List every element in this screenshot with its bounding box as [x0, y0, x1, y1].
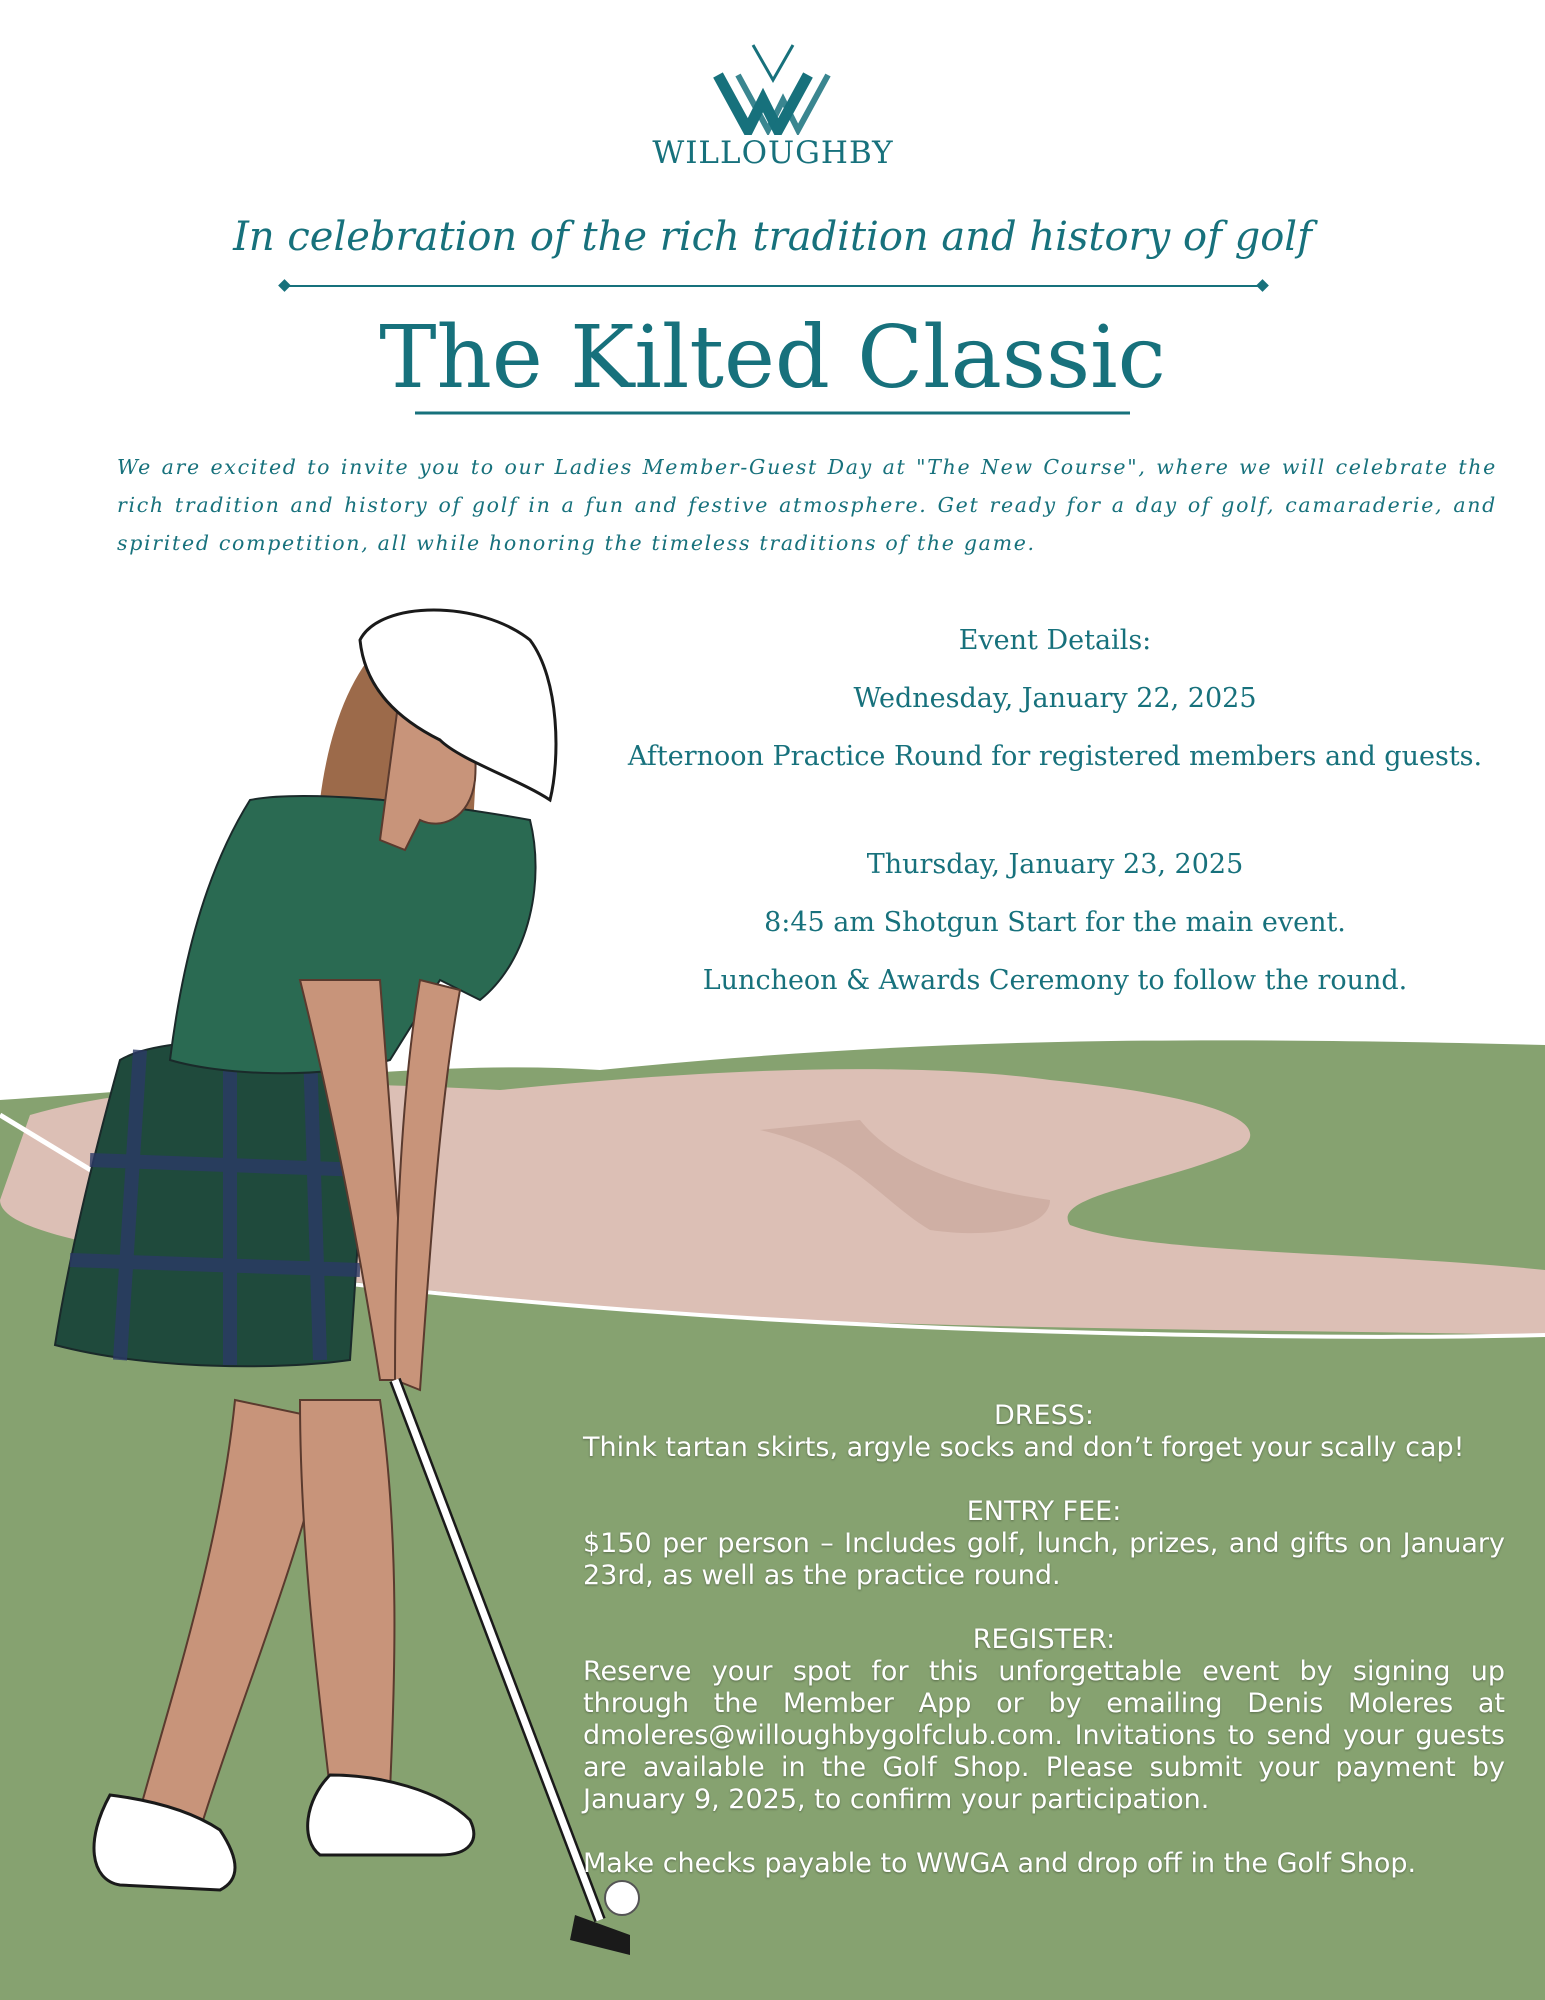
tagline-divider-ornament — [278, 279, 1269, 292]
event-details-heading: Event Details: — [958, 625, 1152, 656]
tagline: In celebration of the rich tradition and history of golf — [233, 214, 1312, 260]
crossed-golf-clubs-monogram-icon — [713, 40, 833, 135]
entry-fee-heading: ENTRY FEE: — [966, 1496, 1122, 1527]
event-info-block — [583, 1400, 1505, 1880]
dress-heading: DRESS: — [994, 1400, 1094, 1431]
day1-date: Wednesday, January 22, 2025 — [853, 683, 1257, 714]
entry-fee-text: $150 per person – Includes golf, lunch, prizes, and gifts on January 23rd, as well as the practice round. — [583, 1528, 1505, 1591]
register-text: Reserve your spot for this unforgettable event by signing up through the Member App or by emailing Denis Moleres at dmoleres@willoughbygolfclub.com. Invitations to send your guests are available in the Golf Shop. Please submit your payment by January 9, 2025, to confirm your participation. — [583, 1656, 1505, 1815]
golf-ball-shape — [605, 1881, 639, 1915]
event-details — [590, 612, 1520, 1010]
day1-line: Afternoon Practice Round for registered members and guests. — [627, 741, 1483, 772]
page-title: The Kilted Classic — [379, 308, 1166, 408]
checks-note: Make checks payable to WWGA and drop off in the Golf Shop. — [583, 1848, 1417, 1879]
day2-date: Thursday, January 23, 2025 — [866, 849, 1244, 880]
intro-paragraph: We are excited to invite you to our Ladies Member-Guest Day at "The New Course", where we will celebrate the rich tradition and history of golf in a fun and festive atmosphere. Get ready for a day of golf, camaraderie, and spirited competition, all while honoring the timeless traditions of the game. — [117, 455, 1497, 555]
brand-name: WILLOUGHBY — [652, 135, 894, 171]
dress-text: Think tartan skirts, argyle socks and don’t forget your scally cap! — [583, 1432, 1465, 1463]
willoughby-logo — [648, 40, 898, 171]
day2-line1: 8:45 am Shotgun Start for the main event. — [764, 907, 1346, 938]
day2-line2: Luncheon & Awards Ceremony to follow the round. — [702, 965, 1408, 996]
register-heading: REGISTER: — [972, 1624, 1116, 1655]
